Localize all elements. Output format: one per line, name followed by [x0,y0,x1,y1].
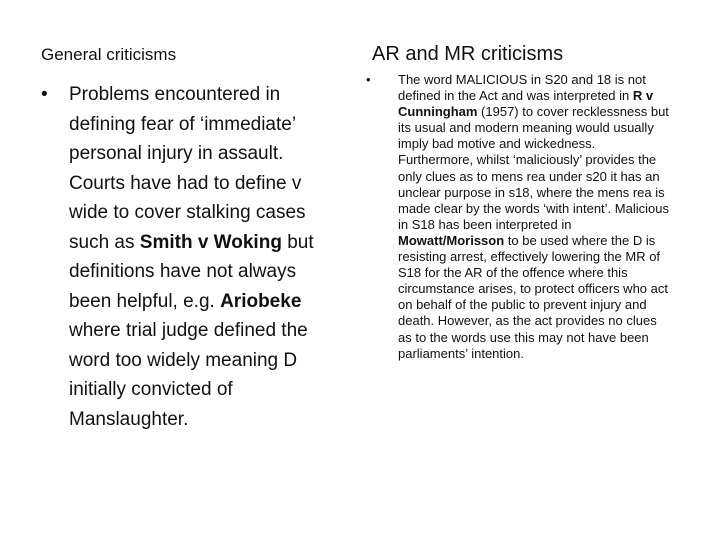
text-segment: The word MALICIOUS in S20 and 18 is not defined in the Act and was interpreted in [398,72,646,104]
general-criticisms-bullet-item [41,80,341,434]
text-segment: Problems encountered in defining fear of ‘immediate’ personal injury in assault. Courts have had to define v wide to cover stalking cases such as [69,84,306,253]
ar-mr-criticisms-heading: AR and MR criticisms [372,43,564,65]
general-criticisms-text [69,80,341,434]
general-criticisms-heading: General criticisms [41,45,177,64]
text-segment: to be used where the D is resisting arrest, effectively lowering the MR of S18 for the AR of the offence where this circumstance arises, to protect officers who act on behalf of the public to prevent injury and death. However, as the act provides no clues as to the words use this may not have been parliaments’ intention. [398,232,668,361]
text-segment: but definitions have not always been helpful, e.g. [69,231,314,312]
case-name-r-v-cunningham: R v Cunningham [398,88,654,120]
text-segment: where trial judge defined the word too widely meaning D initially convicted of Manslaughter. [69,320,308,430]
ar-mr-criticisms-text [398,72,672,362]
case-name-smith-v-woking: Smith v Woking [139,231,282,253]
case-name-ariobeke: Ariobeke [220,290,302,312]
text-segment: (1957) to cover recklessness but its usual and modern meaning would usually imply bad motive and wickedness. Furthermore, whilst ‘maliciously’ provides the only clues as to mens rea under s20 it has an unclear purpose in s18, where the mens rea is made clear by the words ‘with intent’. Malicious in S18 has been interpreted in [398,104,669,232]
bullet-icon: • [41,84,48,105]
ar-mr-criticisms-bullet-item [366,72,672,362]
bullet-icon: • [366,72,371,87]
case-name-mowatt-morisson: Mowatt/Morisson [398,232,505,248]
